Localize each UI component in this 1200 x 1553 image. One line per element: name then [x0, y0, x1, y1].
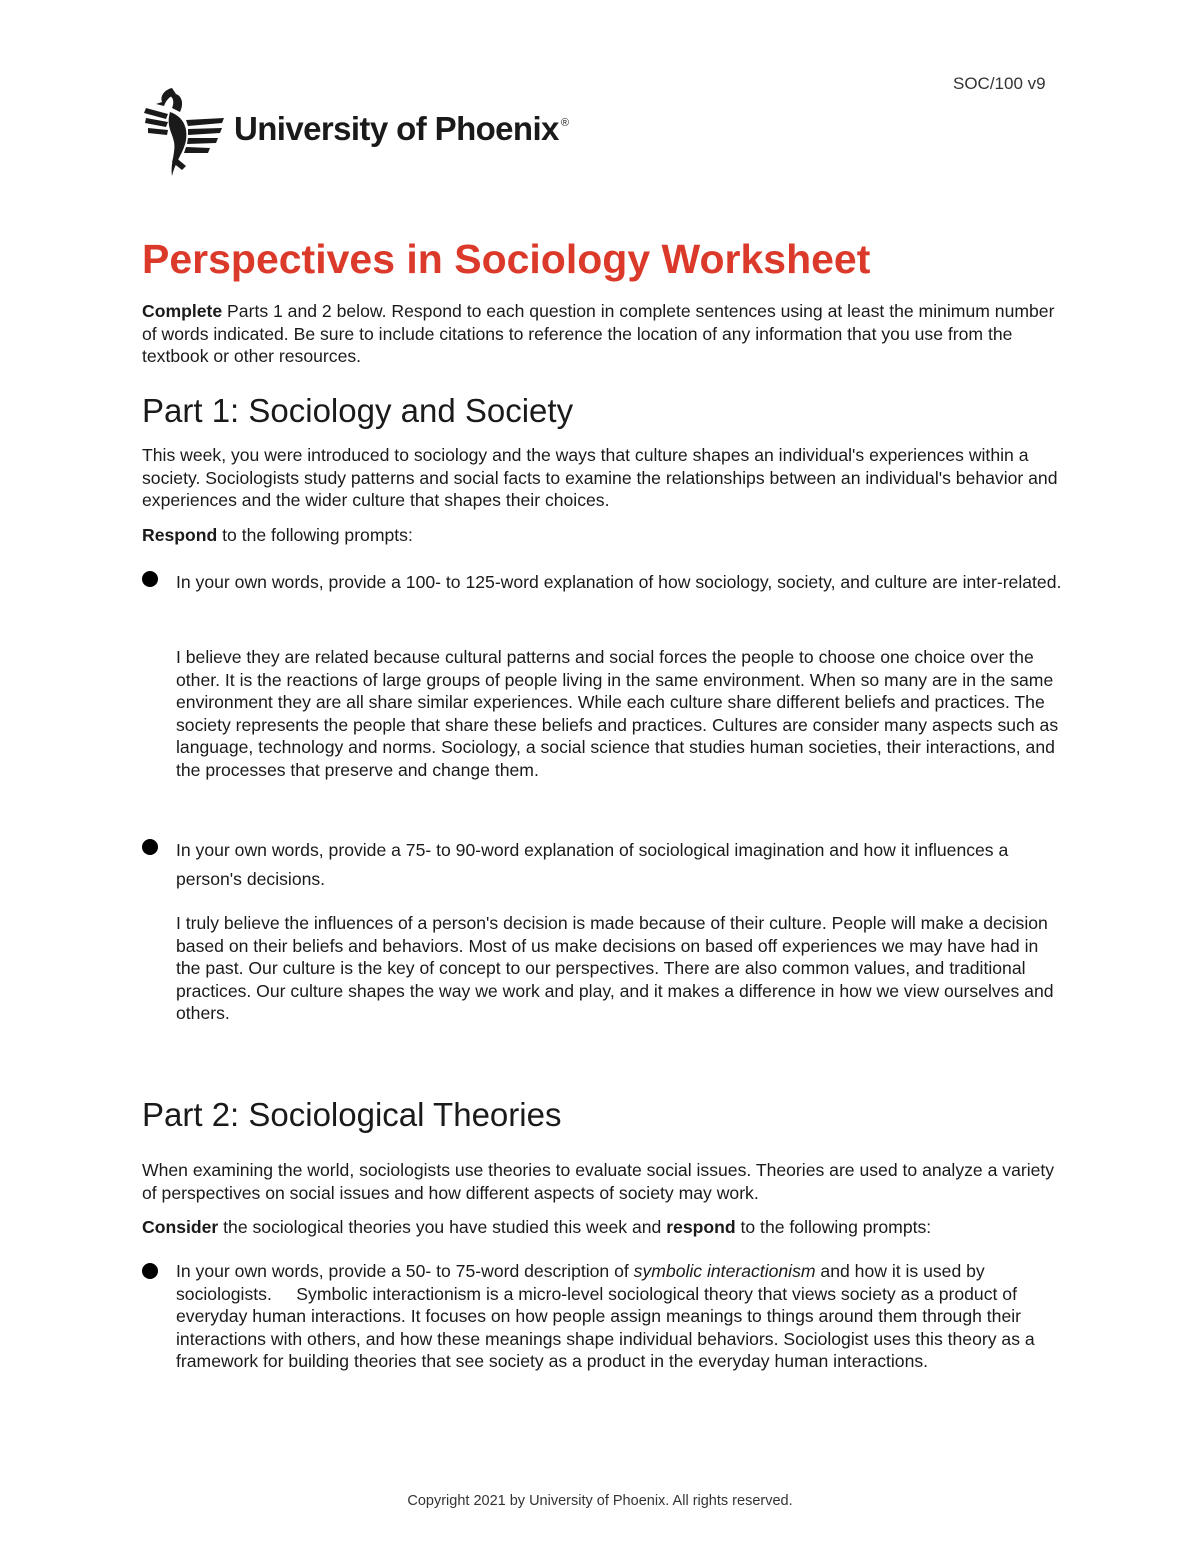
prompt-text: In your own words, provide a 75- to 90-word explanation of sociological imagination and how it influences a person's decisions. [176, 840, 1009, 889]
part2-instruction: Consider the sociological theories you have studied this week and respond to the following prompts: [142, 1217, 932, 1237]
part1-intro: This week, you were introduced to sociology and the ways that culture shapes an individual's experiences within a society. Sociologists study patterns and social facts to examine the relationships between an individual's behavior and experiences and the wider culture that shapes their choices. [142, 445, 1058, 511]
part1-instruction: Respond to the following prompts: [142, 525, 413, 545]
bullet-icon [142, 1263, 158, 1279]
part2-heading: Part 2: Sociological Theories [142, 1096, 562, 1133]
logo-wordmark: University of Phoenix ® [234, 110, 569, 147]
answer-text: I truly believe the influences of a person's decision is made because of their culture. People will make a decision based on their beliefs and behaviors. Most of us make decisions on based off experiences we may have had in the past. Our culture is the key of concept to our perspectives. There are also common values, and traditional practices. Our culture shapes the way we work and play, and it makes a difference in how we view ourselves and others. [176, 913, 1054, 1024]
university-logo [142, 86, 569, 178]
part2-intro: When examining the world, sociologists use theories to evaluate social issues. Theories are used to analyze a variety of perspectives on social issues and how different aspects of society may work. [142, 1160, 1055, 1203]
bullet-icon [142, 839, 158, 855]
part1-heading: Part 1: Sociology and Society [142, 392, 574, 429]
prompt-text: In your own words, provide a 100- to 125-word explanation of how sociology, society, and culture are inter-related. [176, 572, 1062, 592]
intro-paragraph: Complete Parts 1 and 2 below. Respond to each question in complete sentences using at least the minimum number of words indicated. Be sure to include citations to reference the location of any information that you use from the textbook or other resources. [142, 301, 1055, 367]
bullet-icon [142, 571, 158, 587]
course-code: SOC/100 v9 [953, 74, 1046, 93]
answer-text: Symbolic interactionism is a micro-level sociological theory that views society as a product of everyday human interactions. It focuses on how people assign meanings to things around them through their interactions with others, and how these meanings shape individual behaviors. Sociologist uses this theory as a framework for building theories that see society as a product in the everyday human interactions. [176, 1283, 1035, 1372]
copyright-footer: Copyright 2021 by University of Phoenix. All rights reserved. [407, 1493, 793, 1509]
page-title: Perspectives in Sociology Worksheet [142, 236, 871, 282]
phoenix-bird-icon [142, 86, 228, 178]
answer-text: I believe they are related because cultural patterns and social forces the people to choose one choice over the other. It is the reactions of large groups of people living in the same environment. When so many are in the same environment they are all share similar experiences. While each culture share different beliefs and practices. The society represents the people that share these beliefs and practices. Cultures are consider many aspects such as language, technology and norms. Sociology, a social science that studies human societies, their interactions, and the processes that preserve and change them. [176, 647, 1059, 780]
prompt-text: In your own words, provide a 50- to 75-word description of symbolic interactionism and how it is used by sociologists. Symbolic interactionism is a micro-level sociological theory that views society as a product of everyday human interactions. It focuses on how people assign meanings to things around them through their interactions with others, and how these meanings shape individual behaviors. Sociologist uses this theory as a framework for building theories that see society as a product in the everyday human interactions. [176, 1261, 1035, 1372]
